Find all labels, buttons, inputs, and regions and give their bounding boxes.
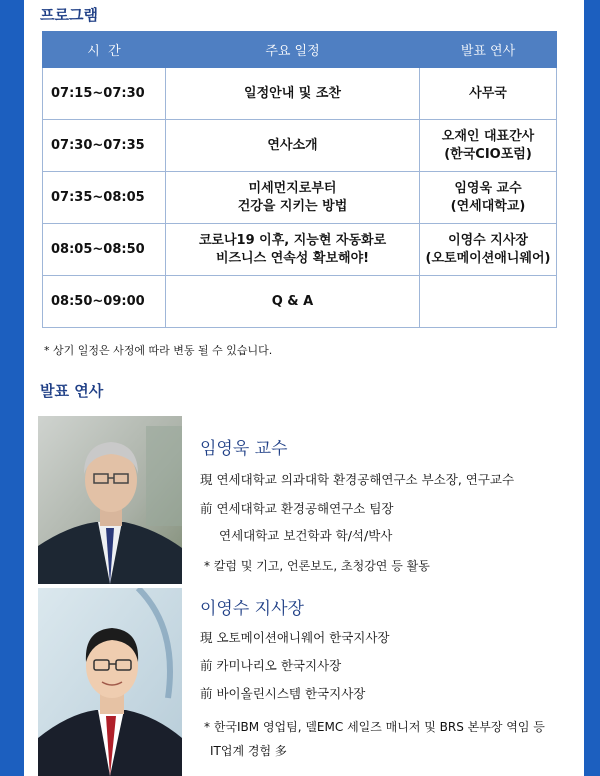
speaker-bio-line: IT업계 경험 多 [210, 744, 287, 758]
header-time: 시 간 [43, 32, 166, 68]
right-border [584, 0, 600, 776]
agenda-cell: 일정안내 및 조찬 [166, 68, 420, 120]
speaker-bio-line: * 한국IBM 영업팀, 델EMC 세일즈 매니저 및 BRS 본부장 역임 등 [204, 720, 545, 734]
speaker-bio-line: 現 연세대학교 의과대학 환경공해연구소 부소장, 연구교수 [200, 472, 515, 487]
program-title: 프로그램 [40, 6, 98, 24]
agenda-cell: 연사소개 [166, 120, 420, 172]
table-header-row [43, 32, 557, 68]
speaker-bio-line: 前 바이올린시스템 한국지사장 [200, 686, 366, 701]
agenda-cell: 코로나19 이후, 지능현 자동화로 비즈니스 연속성 확보해야! [166, 224, 420, 276]
table-row [43, 224, 557, 276]
table-row [43, 276, 557, 328]
speaker-cell: 사무국 [420, 68, 557, 120]
schedule-note: * 상기 일정은 사정에 따라 변동 될 수 있습니다. [44, 344, 273, 357]
agenda-cell: 미세먼지로부터 건강을 지키는 방법 [166, 172, 420, 224]
time-cell: 07:15~07:30 [43, 68, 166, 120]
table-row [43, 172, 557, 224]
left-border [0, 0, 24, 776]
schedule-table [42, 31, 557, 328]
speaker-bio-line: 前 카미나리오 한국지사장 [200, 658, 342, 673]
speaker-bio-line: 現 오토메이션애니웨어 한국지사장 [200, 630, 390, 645]
speaker-cell: 오재인 대표간사 (한국CIO포럼) [420, 120, 557, 172]
speaker-bio-line: 前 연세대학교 환경공해연구소 팀장 [200, 501, 394, 516]
time-cell: 08:05~08:50 [43, 224, 166, 276]
document-body [24, 0, 584, 776]
speaker-cell: 임영욱 교수 (연세대학교) [420, 172, 557, 224]
header-speaker: 발표 연사 [420, 32, 557, 68]
speaker-name: 임영욱 교수 [200, 439, 288, 459]
time-cell: 07:35~08:05 [43, 172, 166, 224]
speakers-title: 발표 연사 [40, 382, 104, 400]
speaker-photo [38, 416, 182, 584]
speaker-bio-line: 연세대학교 보건학과 학/석/박사 [219, 528, 393, 543]
table-row [43, 120, 557, 172]
header-agenda: 주요 일정 [166, 32, 420, 68]
time-cell: 08:50~09:00 [43, 276, 166, 328]
speaker-photo [38, 588, 182, 776]
speaker-cell [420, 276, 557, 328]
speaker-bio-line: * 칼럼 및 기고, 언론보도, 초청강연 등 활동 [204, 559, 430, 573]
speaker-name: 이영수 지사장 [200, 599, 304, 619]
time-cell: 07:30~07:35 [43, 120, 166, 172]
table-row [43, 68, 557, 120]
speaker-cell: 이영수 지사장 (오토메이션애니웨어) [420, 224, 557, 276]
agenda-cell: Q & A [166, 276, 420, 328]
